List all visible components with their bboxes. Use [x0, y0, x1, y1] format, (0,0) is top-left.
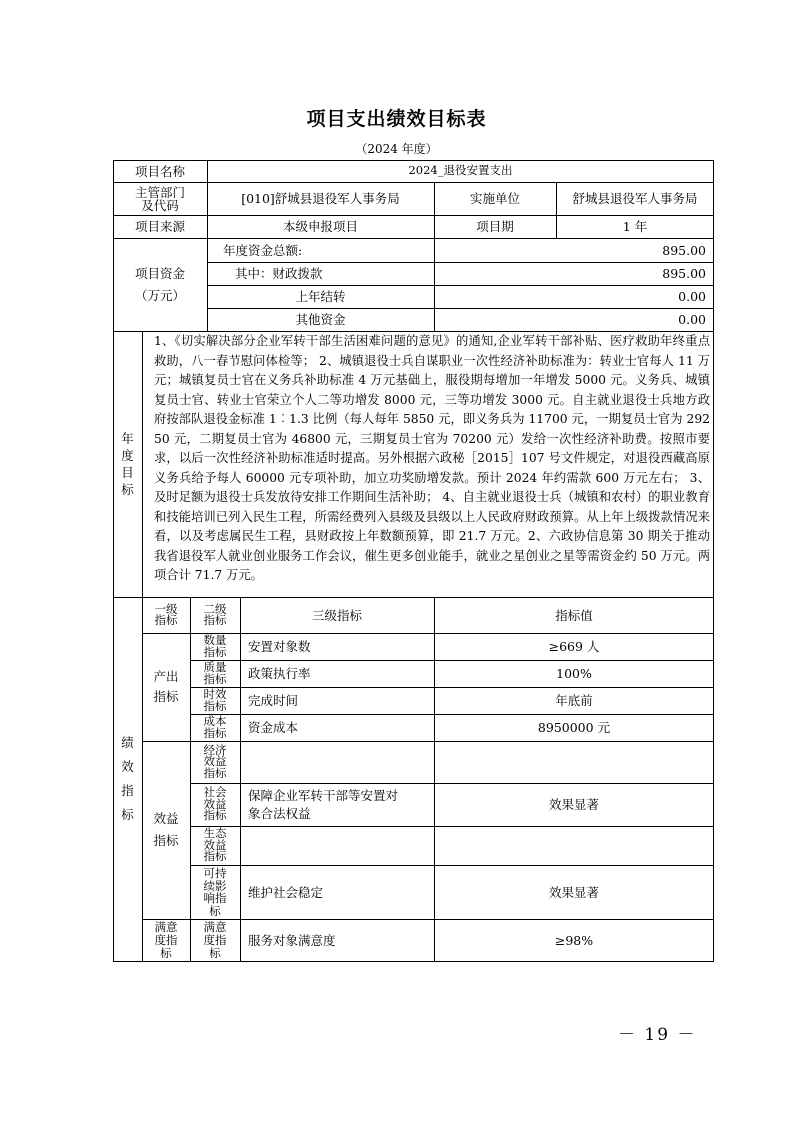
annual-goal-label-cell	[113, 331, 142, 597]
funds-total-value: 895.00	[662, 242, 706, 258]
output-l3: 资金成本	[248, 720, 299, 735]
output-l2: 数量 指标	[203, 633, 227, 659]
annual-goal-label: 年度目标	[121, 431, 134, 497]
perf-label-cell	[113, 597, 142, 961]
funds-other-label: 其他资金	[295, 312, 346, 327]
benefit-l3: 保障企业军转干部等安置对 象合法权益	[248, 787, 399, 821]
benefit-l2: 经济 效益 指标	[203, 742, 227, 780]
benefit-value	[434, 741, 714, 783]
output-l3: 安置对象数	[248, 639, 311, 654]
benefit-l3	[240, 826, 434, 865]
output-l3: 政策执行率	[248, 666, 311, 681]
benefit-indicator-label: 效益 指标	[153, 811, 179, 848]
document-year: （2024 年度）	[355, 142, 438, 156]
benefit-value: 效果显著	[548, 797, 599, 812]
funds-fiscal-value: 895.00	[662, 266, 706, 281]
header-level2: 二级 指标	[203, 601, 227, 627]
satisfaction-l3: 服务对象满意度	[248, 932, 336, 948]
benefit-l2: 可持 续影 响指 标	[203, 866, 227, 918]
perf-label: 绩效指标	[121, 735, 134, 822]
output-value: ≥669 人	[548, 639, 600, 654]
output-value: 年底前	[555, 693, 593, 708]
funds-total-label: 年度资金总额:	[223, 242, 303, 258]
output-l2: 时效 指标	[203, 687, 227, 713]
dept-value: [010]舒城县退役军人事务局	[241, 191, 400, 206]
funds-fiscal-label: 其中：财政拨款	[235, 266, 323, 281]
funds-label: 项目资金 （万元）	[134, 266, 185, 303]
output-value: 8950000 元	[537, 720, 611, 735]
benefit-l2: 社会 效益 指标	[203, 785, 227, 823]
satisfaction-value: ≥98%	[554, 932, 594, 948]
performance-goal-table	[113, 160, 714, 962]
funds-carryover-value: 0.00	[678, 289, 706, 304]
output-l2: 成本 指标	[203, 714, 227, 740]
period-value: 1 年	[622, 219, 648, 234]
satisfaction-l2: 满意 度指 标	[203, 919, 227, 960]
benefit-value: 效果显著	[548, 884, 599, 900]
benefit-l3: 维护社会稳定	[248, 884, 324, 900]
project-name-label: 项目名称	[134, 163, 185, 179]
funds-other-value: 0.00	[678, 312, 706, 327]
output-l2: 质量 指标	[203, 660, 227, 686]
benefit-l3	[240, 741, 434, 783]
output-indicator-label: 产出 指标	[153, 669, 179, 704]
impl-unit-value: 舒城县退役军人事务局	[572, 191, 698, 206]
output-value: 100%	[556, 666, 592, 681]
dept-label: 主管部门 及代码	[134, 184, 185, 213]
impl-unit-label: 实施单位	[469, 191, 520, 206]
source-label: 项目来源	[134, 219, 185, 234]
source-value: 本级申报项目	[282, 219, 358, 234]
header-level1: 一级 指标	[154, 601, 178, 627]
header-value: 指标值	[555, 607, 593, 623]
annual-goal-text: 1、《切实解决部分企业军转干部生活困难问题的意见》的通知,企业军转干部补贴、医疗救助年终重点救助，八一春节慰问体检等； 2、城镇退役士兵自谋职业一次性经济补助标准为：转业士官每人 11 万元；城镇复员士官在义务兵补助标准 4 万元基础上，服役期每增加一年增发 5000 元。义务兵、城镇复员士官、转业士官荣立个人二等功增发 8000 元，三等功增发 3000 元。自主就业退役士兵地方政府按部队退役金标准 1︰1.3 比例（每人每年 5850 元，即义务兵为 11700 元，一期复员士官为 29250 元，二期复员士官为 46800 元，三期复员士官为 70200 元）发给一次性经济补助费。按照市要求，以后一次性经济补助标准适时提高。另外根据六政秘［2015］107 号文件规定，对退役西藏高原义务兵给予每人 60000 元专项补助，加立功奖励增发款。预计 2024 年约需款 600 万元左右； 3、及时足额为退役士兵发放待安排工作期间生活补助； 4、自主就业退役士兵（城镇和农村）的职业教育和技能培训已列入民生工程，所需经费列入县级及县级以上人民政府财政预算。从上年上级拨款情况来看，以及考虑属民生工程，县财政按上年数额预算，即 21.7 万元。2、六政协信息第 30 期关于推动我省退役军人就业创业服务工作会议，催生更多创业能手，就业之星创业之星等需资金约 50 万元。两项合计 71.7 万元。	[154, 334, 710, 582]
period-label: 项目期	[476, 219, 514, 234]
benefit-value	[434, 826, 714, 865]
document-title: 项目支出绩效目标表	[306, 108, 487, 130]
project-name-value: 2024_退役安置支出	[408, 163, 513, 178]
output-l3: 完成时间	[248, 693, 299, 708]
satisfaction-indicator-label: 满意 度指 标	[154, 919, 178, 960]
benefit-l2: 生态 效益 指标	[203, 826, 227, 864]
funds-carryover-label: 上年结转	[295, 289, 346, 304]
header-level3: 三级指标	[311, 607, 362, 623]
page-number: － 19 －	[618, 1025, 697, 1045]
